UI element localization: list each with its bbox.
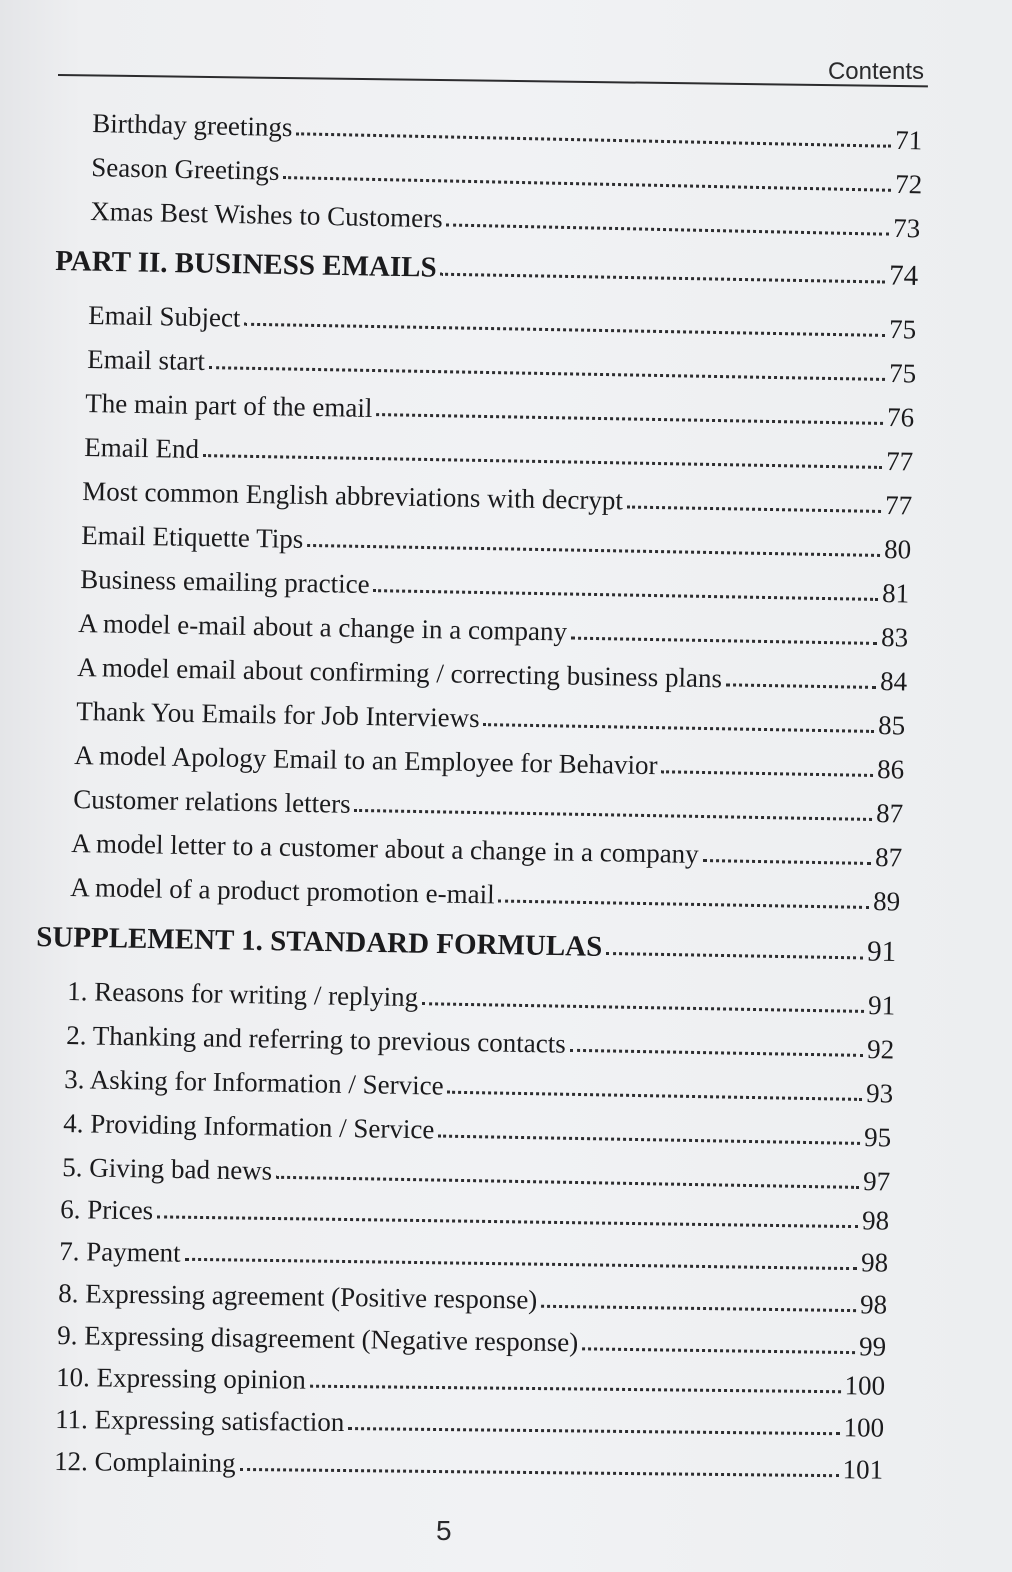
dot-leader [448,1091,863,1101]
toc-entry-title: Email End [84,432,200,465]
toc-entry [84,428,913,476]
dot-leader [296,132,891,147]
dot-leader [484,723,875,733]
toc-entry-page: 87 [874,842,903,873]
toc-entry-page: 92 [866,1033,895,1065]
dot-leader [570,1049,863,1057]
toc-entry [92,104,923,155]
toc-entry [55,1400,884,1443]
toc-entry-page: 75 [888,313,917,345]
toc-entry [59,1232,888,1278]
toc-entry [85,384,914,432]
header-title: Contents [827,58,924,85]
dot-leader [373,589,878,601]
toc-part-heading [55,242,918,291]
toc-part-heading [36,918,896,967]
dot-leader [441,273,886,284]
dot-leader [240,1468,839,1477]
toc-entry-page: 80 [883,534,912,565]
toc-entry-title: A model email about confirming / correcting business plans [77,652,723,694]
toc-entry [78,604,908,652]
toc-entry [57,1316,886,1362]
dot-leader [283,176,891,192]
toc-entry-page: 91 [867,989,896,1021]
toc-entry-title: 1. Reasons for writing / replying [67,976,419,1013]
toc-entry-title: Email Etiquette Tips [81,520,304,554]
toc-entry-page: 87 [875,798,904,829]
toc-entry-page: 100 [843,1412,885,1443]
toc-entry-title: A model of a product promotion e-mail [70,872,495,910]
toc-entry [63,1104,891,1152]
toc-entry-title: 7. Payment [59,1236,181,1268]
dot-leader [703,859,871,865]
toc-entry [81,516,911,564]
toc-entry-page: 89 [872,886,901,917]
toc-entry-page: 97 [862,1165,891,1197]
toc-entry-title: 6. Prices [60,1194,154,1226]
toc-entry [62,1148,890,1196]
toc-entry [71,824,902,872]
dot-leader [157,1215,858,1228]
toc-entry-title: 8. Expressing agreement (Positive response) [58,1278,538,1315]
toc-entry-title: PART II. BUSINESS EMAILS [54,245,437,284]
toc-entry [77,648,907,696]
toc-entry-page: 83 [880,622,909,653]
dot-leader [498,899,869,908]
toc-entry [90,192,921,243]
toc-entry-title: Business emailing practice [80,564,370,600]
toc-entry-page: 101 [842,1454,884,1485]
toc-entry-title: 3. Asking for Information / Service [64,1064,444,1101]
toc-entry-page: 98 [860,1247,889,1278]
dot-leader [438,1135,860,1145]
dot-leader [422,1002,864,1013]
toc-entry [70,868,900,916]
dot-leader [307,544,880,557]
toc-entry [54,1442,883,1485]
dot-leader [203,454,882,469]
toc-entry-page: 71 [894,124,923,156]
toc-entry-page: 95 [863,1121,892,1153]
toc-entry [91,148,923,199]
toc-entry [87,340,916,388]
dot-leader [726,683,876,689]
dot-leader [606,952,863,959]
toc-entry-page: 76 [886,402,915,433]
header-rule [58,74,928,87]
toc-entry-title: Thank You Emails for Job Interviews [76,696,480,734]
toc-entry-page: 86 [876,754,905,785]
toc-entry-title: 2. Thanking and referring to previous contacts [66,1020,567,1059]
dot-leader [348,1427,839,1435]
toc-entry-title: The main part of the email [85,388,373,424]
toc-entry-title: A model e-mail about a change in a company [78,608,568,647]
dot-leader [571,637,877,645]
toc-entry-page: 72 [894,168,923,200]
dot-leader [310,1385,841,1394]
toc-entry [88,296,916,344]
dot-leader [541,1305,856,1312]
toc-entry [76,692,905,740]
toc-entry-title: A model letter to a customer about a change in a company [71,828,699,869]
toc-entry-title: SUPPLEMENT 1. STANDARD FORMULAS [35,921,603,963]
dot-leader [276,1176,859,1189]
toc-entry [56,1358,885,1401]
toc-entry-title: A model Apology Email to an Employee for Behavior [74,740,658,781]
toc-entry-page: 99 [858,1331,887,1362]
dot-leader [376,413,883,425]
toc-entry-title: 12. Complaining [54,1446,236,1478]
toc-entry [60,1190,889,1236]
toc-entry [66,1016,894,1064]
toc-entry-title: Birthday greetings [92,108,293,143]
toc-entry-page: 100 [844,1370,886,1401]
toc-entry-page: 73 [892,212,921,244]
toc-entry-title: Customer relations letters [73,784,351,819]
dot-leader [446,223,889,235]
toc-entry-title: Xmas Best Wishes to Customers [90,196,443,234]
toc-entry-title: 4. Providing Information / Service [63,1108,435,1145]
toc-entry-page: 85 [877,710,906,741]
dot-leader [209,366,885,381]
toc-entry-page: 77 [884,490,913,521]
toc-entry-page: 91 [866,935,897,969]
toc-entry [80,560,909,608]
toc-entry-title: 5. Giving bad news [62,1152,273,1186]
dot-leader [355,809,873,821]
toc-entry [67,972,895,1020]
toc-entry-page: 84 [879,666,908,697]
toc-entry-title: Season Greetings [91,152,280,186]
toc-entry [74,736,904,784]
dot-leader [661,770,873,777]
toc-entry-page: 74 [888,259,919,293]
toc-entry-title: Email Subject [88,300,241,333]
toc-entry-page: 75 [888,358,917,389]
toc-entry-page: 98 [859,1289,888,1320]
toc-entry [64,1060,893,1108]
toc-entry-page: 77 [885,446,914,477]
toc-entry-title: Email start [87,344,206,377]
toc-entry-title: 11. Expressing satisfaction [55,1404,345,1438]
dot-leader [185,1258,857,1270]
toc-entry-title: 9. Expressing disagreement (Negative response) [57,1320,579,1358]
toc-entry [58,1274,887,1320]
toc-entry-title: 10. Expressing opinion [56,1362,307,1395]
toc-entry-page: 81 [881,578,910,609]
toc-entry-page: 93 [865,1078,894,1109]
toc-entry [73,780,903,828]
toc-entry-title: Most common English abbreviations with decrypt [82,476,624,516]
toc-entry-page: 98 [861,1205,890,1236]
dot-leader [244,323,885,337]
dot-leader [582,1347,855,1354]
running-header [58,52,928,92]
dot-leader [627,506,881,513]
toc-entry [82,472,912,520]
page-number: 5 [436,1515,452,1546]
